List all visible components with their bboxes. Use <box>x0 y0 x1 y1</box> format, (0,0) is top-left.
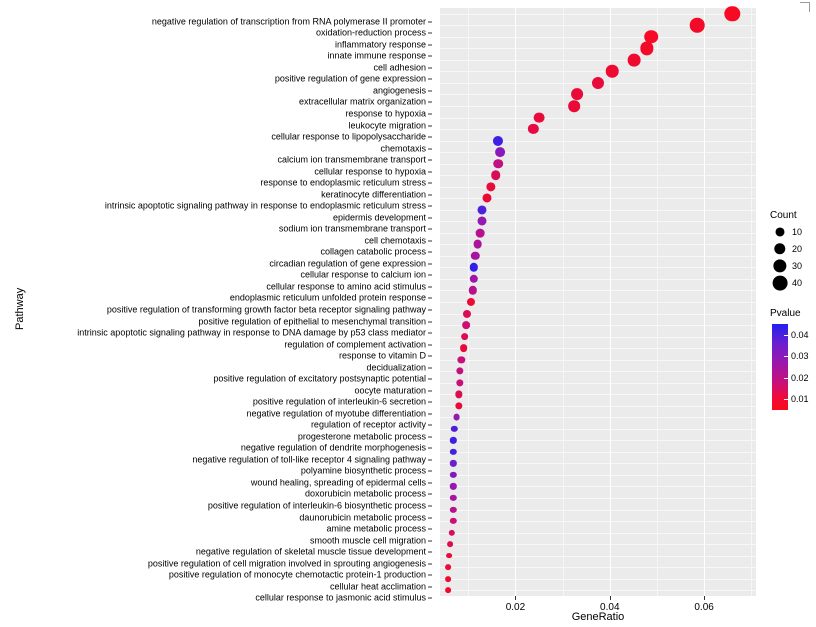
scatter-point <box>446 576 452 582</box>
scatter-point <box>446 587 452 593</box>
y-axis-tick-label: leukocyte migration <box>348 120 426 131</box>
y-axis-tick <box>428 598 432 599</box>
y-axis-tick-label: doxorubicin metabolic process <box>304 488 426 499</box>
legend-pvalue-tick <box>784 335 788 336</box>
legend-pvalue-title: Pvalue <box>770 308 801 319</box>
grid-line-horizontal <box>440 118 756 119</box>
y-axis-title: Pathway <box>14 287 26 330</box>
legend-count-label: 20 <box>792 244 803 254</box>
y-axis-tick <box>428 56 432 57</box>
y-axis-tick-label: progesterone metabolic process <box>297 431 426 442</box>
scatter-point <box>453 414 460 421</box>
grid-line-horizontal <box>440 417 756 418</box>
y-axis-tick <box>428 33 432 34</box>
y-axis-tick-label: positive regulation of monocyte chemotactic protein-1 production <box>168 569 426 580</box>
y-axis-tick <box>428 413 432 414</box>
y-axis-tick-label: response to vitamin D <box>338 350 426 361</box>
y-axis-tick-label: intrinsic apoptotic signaling pathway in response to DNA damage by p53 class mediator <box>77 327 426 338</box>
y-axis-tick-label: inflammatory response <box>334 39 426 50</box>
scatter-point <box>473 240 482 249</box>
y-axis-tick-label: response to endoplasmic reticulum stress <box>260 177 426 188</box>
grid-line-horizontal <box>440 429 756 430</box>
grid-line-horizontal <box>440 106 756 107</box>
y-axis-tick-label: chemotaxis <box>380 143 426 154</box>
scatter-point <box>462 321 470 329</box>
scatter-point <box>493 159 503 169</box>
y-axis-tick-label: amine metabolic process <box>326 523 426 534</box>
grid-line-horizontal <box>440 590 756 591</box>
y-axis-tick <box>428 298 432 299</box>
legend-pvalue-tick <box>784 378 788 379</box>
grid-line-horizontal <box>440 475 756 476</box>
y-axis-tick <box>428 67 432 68</box>
legend-pvalue-label: 0.02 <box>791 372 809 383</box>
y-axis-tick <box>428 90 432 91</box>
grid-line-horizontal <box>440 383 756 384</box>
y-axis-tick <box>428 344 432 345</box>
scatter-point <box>447 541 453 547</box>
grid-line-horizontal <box>440 325 756 326</box>
grid-line-horizontal <box>440 221 756 222</box>
grid-line-horizontal <box>440 556 756 557</box>
y-axis-tick <box>428 217 432 218</box>
y-axis-tick-label: collagen catabolic process <box>320 246 426 257</box>
y-axis-tick <box>428 390 432 391</box>
legend-count-dot <box>773 259 786 272</box>
grid-line-horizontal <box>440 463 756 464</box>
scatter-point <box>447 553 453 559</box>
y-axis-tick <box>428 21 432 22</box>
y-axis-tick-label: oxidation-reduction process <box>315 27 426 38</box>
y-axis-tick-label: cell chemotaxis <box>364 235 426 246</box>
grid-line-horizontal <box>440 521 756 522</box>
y-axis-tick <box>428 286 432 287</box>
y-axis-tick-label: smooth muscle cell migration <box>309 535 426 546</box>
y-axis-tick-label: negative regulation of transcription from RNA polymerase II promoter <box>151 16 426 27</box>
grid-line-horizontal <box>440 290 756 291</box>
scatter-point <box>534 112 545 123</box>
grid-line-horizontal <box>440 37 756 38</box>
legend-count-dot <box>773 276 788 291</box>
x-axis-tick <box>515 596 516 600</box>
scatter-point <box>446 564 452 570</box>
grid-line-horizontal <box>440 544 756 545</box>
grid-line-major <box>704 8 705 596</box>
y-axis-tick <box>428 379 432 380</box>
grid-line-horizontal <box>440 567 756 568</box>
y-axis-tick <box>428 586 432 587</box>
y-axis-tick-label: daunorubicin metabolic process <box>299 512 426 523</box>
grid-line-horizontal <box>440 498 756 499</box>
grid-line-horizontal <box>440 164 756 165</box>
y-axis-tick <box>428 575 432 576</box>
grid-line-horizontal <box>440 60 756 61</box>
grid-line-horizontal <box>440 337 756 338</box>
y-axis-tick-label: decidualization <box>366 362 426 373</box>
y-axis-labels <box>0 8 434 603</box>
scatter-point <box>592 77 604 89</box>
y-axis-tick-label: sodium ion transmembrane transport <box>278 223 426 234</box>
grid-line-horizontal <box>440 452 756 453</box>
y-axis-tick <box>428 240 432 241</box>
y-axis-tick <box>428 333 432 334</box>
y-axis-tick <box>428 506 432 507</box>
y-axis-tick <box>428 44 432 45</box>
scatter-point <box>478 217 487 226</box>
y-axis-tick <box>428 356 432 357</box>
grid-line-horizontal <box>440 267 756 268</box>
y-axis-tick <box>428 229 432 230</box>
y-axis-tick <box>428 552 432 553</box>
x-axis-tick <box>704 596 705 600</box>
y-axis-tick-label: endoplasmic reticulum unfolded protein response <box>229 292 426 303</box>
grid-line-horizontal <box>440 233 756 234</box>
grid-line-horizontal <box>440 152 756 153</box>
grid-line-horizontal <box>440 256 756 257</box>
grid-line-horizontal <box>440 533 756 534</box>
y-axis-tick <box>428 459 432 460</box>
grid-line-horizontal <box>440 141 756 142</box>
scatter-point <box>495 147 505 157</box>
grid-line-horizontal <box>440 302 756 303</box>
y-axis-tick-label: circadian regulation of gene expression <box>269 258 426 269</box>
grid-line-horizontal <box>440 71 756 72</box>
y-axis-tick-label: positive regulation of cell migration involved in sprouting angiogenesis <box>147 558 426 569</box>
scatter-point <box>460 344 468 352</box>
y-axis-tick-label: cellular response to hypoxia <box>314 166 426 177</box>
legend-count-label: 10 <box>792 227 803 237</box>
grid-line-major <box>610 8 611 596</box>
y-axis-tick-label: regulation of receptor activity <box>310 419 426 430</box>
y-axis-tick-label: positive regulation of transforming growth factor beta receptor signaling pathway <box>106 304 426 315</box>
grid-line-horizontal <box>440 486 756 487</box>
y-axis-tick-label: innate immune response <box>327 50 426 61</box>
y-axis-tick-label: response to hypoxia <box>345 108 426 119</box>
y-axis-tick <box>428 494 432 495</box>
y-axis-tick <box>428 529 432 530</box>
legend-pvalue-tick <box>784 399 788 400</box>
y-axis-tick <box>428 540 432 541</box>
y-axis-tick-label: negative regulation of toll-like receptor 4 signaling pathway <box>192 454 426 465</box>
y-axis-tick <box>428 425 432 426</box>
y-axis-tick-label: extracellular matrix organization <box>298 96 426 107</box>
scatter-point <box>476 228 485 237</box>
grid-line-horizontal <box>440 14 756 15</box>
legend-pvalue-colorbar <box>772 324 788 410</box>
scatter-point <box>571 89 583 101</box>
y-axis-tick-label: positive regulation of epithelial to mesenchymal transition <box>198 316 426 327</box>
legend-pvalue-label: 0.01 <box>791 394 809 405</box>
legend-pvalue-tick <box>784 356 788 357</box>
y-axis-tick-label: cellular response to lipopolysaccharide <box>271 131 426 142</box>
scatter-point <box>483 194 492 203</box>
grid-line-horizontal <box>440 279 756 280</box>
y-axis-tick <box>428 310 432 311</box>
y-axis-tick <box>428 263 432 264</box>
y-axis-tick <box>428 114 432 115</box>
y-axis-tick-label: polyamine biosynthetic process <box>300 465 426 476</box>
y-axis-tick-label: epidermis development <box>332 212 426 223</box>
y-axis-tick <box>428 102 432 103</box>
scatter-point <box>461 333 469 341</box>
grid-line-horizontal <box>440 210 756 211</box>
y-axis-tick-label: cellular heat acclimation <box>329 581 426 592</box>
grid-line-minor <box>751 8 752 596</box>
y-axis-tick-label: positive regulation of interleukin-6 secretion <box>252 396 426 407</box>
y-axis-tick <box>428 183 432 184</box>
scatter-point <box>628 54 641 67</box>
y-axis-tick-label: positive regulation of excitatory postsynaptic potential <box>213 373 426 384</box>
y-axis-tick <box>428 321 432 322</box>
y-axis-tick <box>428 160 432 161</box>
y-axis-tick-label: keratinocyte differentiation <box>321 189 426 200</box>
grid-line-horizontal <box>440 94 756 95</box>
x-axis-title: GeneRatio <box>571 611 625 623</box>
y-axis-tick <box>428 79 432 80</box>
y-axis-tick-label: negative regulation of dendrite morphogenesis <box>240 442 426 453</box>
grid-line-minor <box>563 8 564 596</box>
y-axis-tick <box>428 252 432 253</box>
y-axis-tick <box>428 402 432 403</box>
y-axis-tick-label: cell adhesion <box>373 62 426 73</box>
x-axis-tick <box>610 596 611 600</box>
grid-line-horizontal <box>440 175 756 176</box>
legend-count-label: 40 <box>792 278 803 288</box>
y-axis-tick <box>428 125 432 126</box>
y-axis-tick <box>428 367 432 368</box>
y-axis-tick-label: cellular response to calcium ion <box>300 269 426 280</box>
grid-line-horizontal <box>440 579 756 580</box>
scatter-point <box>569 100 581 112</box>
grid-line-horizontal <box>440 25 756 26</box>
grid-line-horizontal <box>440 394 756 395</box>
y-axis-tick <box>428 436 432 437</box>
y-axis-tick <box>428 137 432 138</box>
grid-line-horizontal <box>440 48 756 49</box>
scatter-point <box>491 170 501 180</box>
y-axis-tick <box>428 275 432 276</box>
y-axis-tick <box>428 171 432 172</box>
grid-line-horizontal <box>440 360 756 361</box>
x-axis-tick-label: 0.02 <box>505 602 526 613</box>
y-axis-tick-label: positive regulation of gene expression <box>274 73 426 84</box>
legend-pvalue-label: 0.04 <box>791 329 809 340</box>
legend-pvalue-label: 0.03 <box>791 351 809 362</box>
legend-count-label: 30 <box>792 261 803 271</box>
grid-line-horizontal <box>440 348 756 349</box>
y-axis-tick-label: negative regulation of skeletal muscle tissue development <box>195 546 426 557</box>
legend-count-dot <box>774 243 785 254</box>
y-axis-tick-label: regulation of complement activation <box>284 339 426 350</box>
y-axis-tick <box>428 471 432 472</box>
legend-count-dot <box>775 227 784 236</box>
grid-line-horizontal <box>440 314 756 315</box>
y-axis-tick <box>428 194 432 195</box>
scatter-point <box>690 18 705 33</box>
grid-line-minor <box>657 8 658 596</box>
y-axis-tick-label: calcium ion transmembrane transport <box>277 154 426 165</box>
x-axis-tick-label: 0.04 <box>600 602 620 613</box>
y-axis-tick-label: oocyte maturation <box>354 385 426 396</box>
legend-count-title: Count <box>770 210 797 221</box>
corner-mark-right <box>809 2 810 12</box>
scatter-point <box>478 205 487 214</box>
grid-line-horizontal <box>440 510 756 511</box>
plot-panel <box>440 8 756 596</box>
y-axis-tick-label: angiogenesis <box>372 85 426 96</box>
grid-line-horizontal <box>440 406 756 407</box>
y-axis-tick-label: cellular response to jasmonic acid stimulus <box>255 592 426 603</box>
x-axis-tick-label: 0.06 <box>694 602 714 613</box>
y-axis-tick <box>428 563 432 564</box>
y-axis-tick <box>428 482 432 483</box>
y-axis-tick <box>428 517 432 518</box>
y-axis-tick-label: wound healing, spreading of epidermal cells <box>250 477 426 488</box>
grid-line-major <box>515 8 516 596</box>
grid-line-horizontal <box>440 244 756 245</box>
y-axis-tick <box>428 448 432 449</box>
grid-line-horizontal <box>440 129 756 130</box>
y-axis-tick <box>428 206 432 207</box>
y-axis-tick-label: intrinsic apoptotic signaling pathway in response to endoplasmic reticulum stress <box>104 200 426 211</box>
grid-line-horizontal <box>440 371 756 372</box>
grid-line-horizontal <box>440 440 756 441</box>
y-axis-tick-label: negative regulation of myotube differentiation <box>246 408 426 419</box>
scatter-point <box>606 65 619 78</box>
y-axis-tick <box>428 148 432 149</box>
y-axis-tick-label: cellular response to amino acid stimulus <box>266 281 426 292</box>
y-axis-tick-label: positive regulation of interleukin-6 biosynthetic process <box>207 500 426 511</box>
